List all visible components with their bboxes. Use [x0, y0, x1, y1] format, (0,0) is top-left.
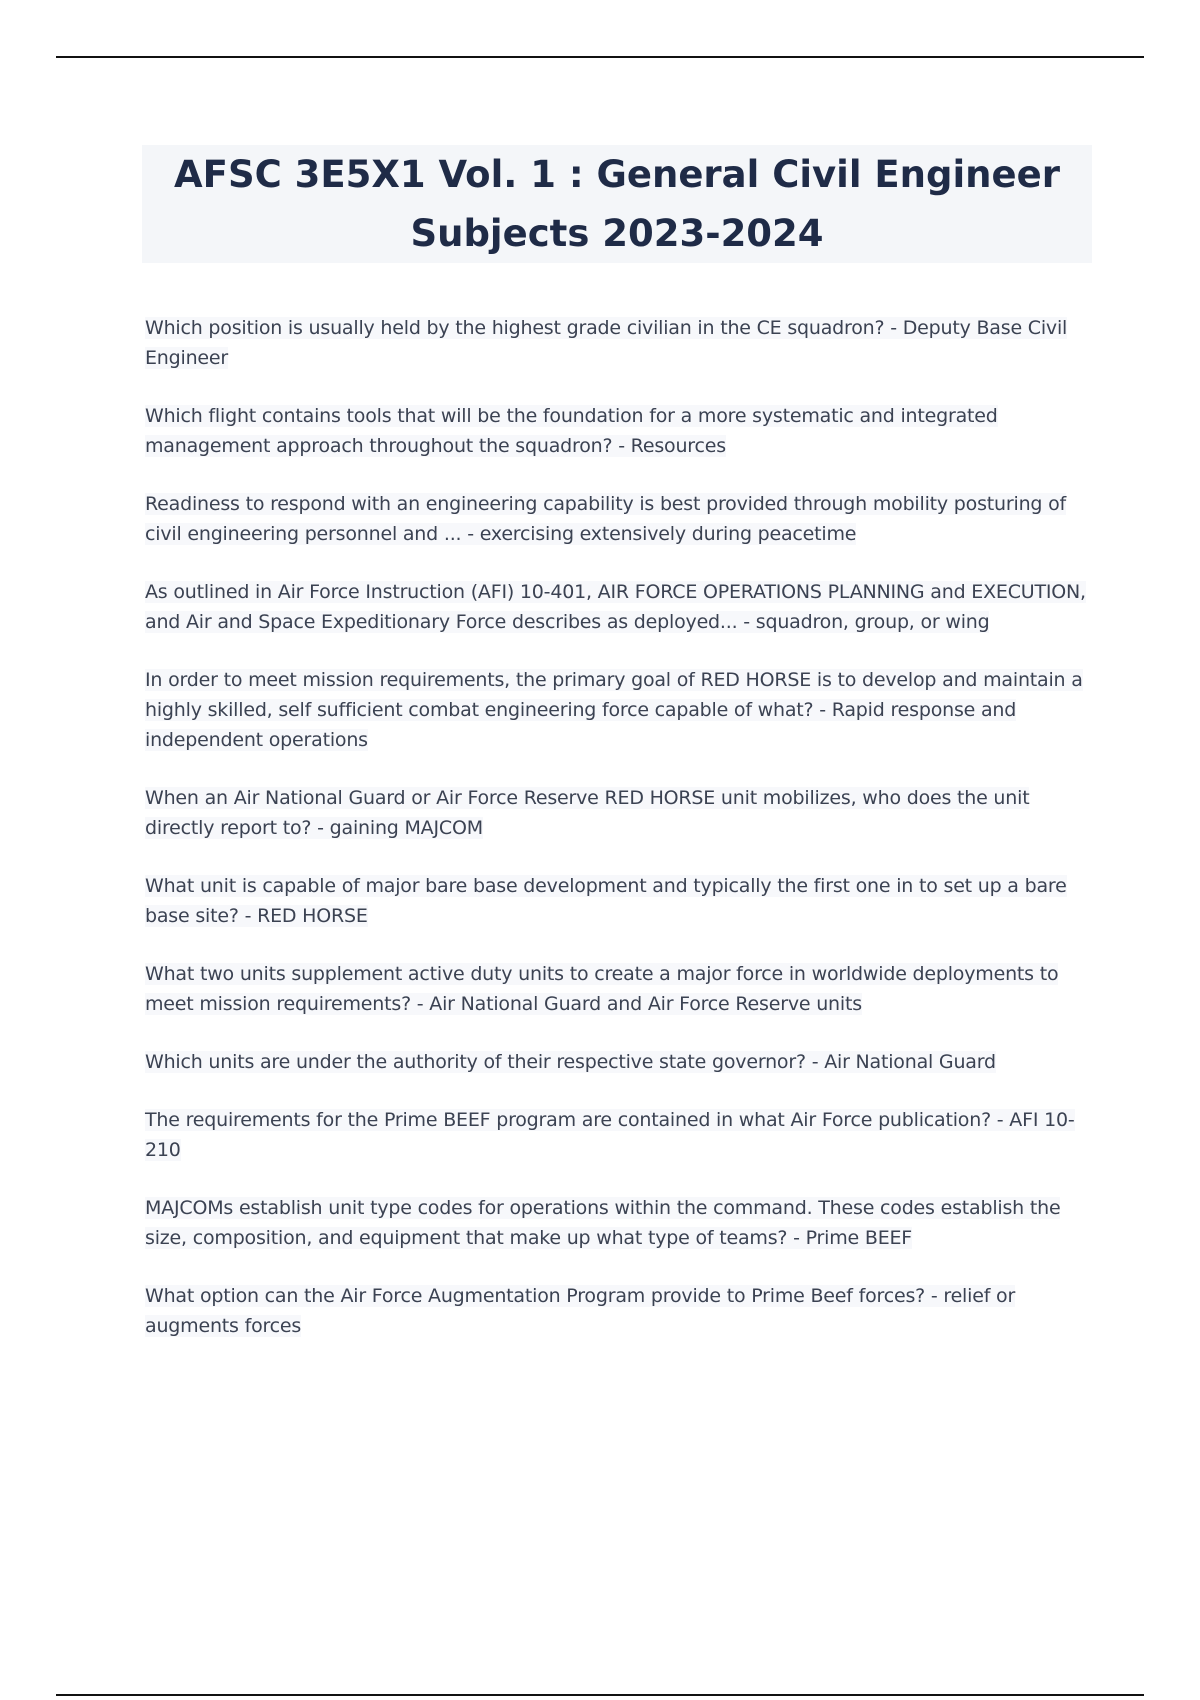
- qa-item: [145, 1047, 1091, 1077]
- title-banner: [142, 145, 1092, 263]
- qa-item: [145, 1105, 1091, 1165]
- qa-text: Readiness to respond with an engineering capability is best provided through mobility posturing of civil engineering personnel and ... - exercising extensively during peacetime: [145, 493, 1067, 545]
- qa-text: Which position is usually held by the highest grade civilian in the CE squadron? - Deputy Base Civil Engineer: [145, 317, 1068, 369]
- qa-item: [145, 489, 1091, 549]
- question-answer-list: [145, 313, 1091, 1369]
- qa-item: [145, 665, 1091, 755]
- qa-item: [145, 313, 1091, 373]
- qa-text: As outlined in Air Force Instruction (AFI) 10-401, AIR FORCE OPERATIONS PLANNING and EXECUTION, and Air and Space Expeditionary Force describes as deployed... - squadron, group, or wing: [145, 581, 1086, 633]
- qa-text: Which units are under the authority of their respective state governor? - Air National Guard: [145, 1051, 996, 1073]
- qa-text: What option can the Air Force Augmentation Program provide to Prime Beef forces? - relief or augments forces: [145, 1285, 1016, 1337]
- qa-item: [145, 1281, 1091, 1341]
- bottom-divider: [56, 1694, 1144, 1696]
- qa-item: [145, 401, 1091, 461]
- qa-item: [145, 783, 1091, 843]
- qa-text: When an Air National Guard or Air Force Reserve RED HORSE unit mobilizes, who does the unit directly report to? - gaining MAJCOM: [145, 787, 1030, 839]
- qa-text: In order to meet mission requirements, the primary goal of RED HORSE is to develop and maintain a highly skilled, self sufficient combat engineering force capable of what? - Rapid response and independent operations: [145, 669, 1083, 751]
- qa-text: What two units supplement active duty units to create a major force in worldwide deployments to meet mission requirements? - Air National Guard and Air Force Reserve units: [145, 963, 1059, 1015]
- qa-text: MAJCOMs establish unit type codes for operations within the command. These codes establish the size, composition, and equipment that make up what type of teams? - Prime BEEF: [145, 1197, 1061, 1249]
- qa-item: [145, 1193, 1091, 1253]
- qa-item: [145, 959, 1091, 1019]
- qa-text: What unit is capable of major bare base development and typically the first one in to set up a bare base site? - RED HORSE: [145, 875, 1067, 927]
- qa-item: [145, 871, 1091, 931]
- qa-text: Which flight contains tools that will be the foundation for a more systematic and integrated management approach throughout the squadron? - Resources: [145, 405, 998, 457]
- qa-text: The requirements for the Prime BEEF program are contained in what Air Force publication? - AFI 10-210: [145, 1109, 1075, 1161]
- document-title: AFSC 3E5X1 Vol. 1 : General Civil Engineer Subjects 2023-2024: [174, 153, 1060, 255]
- qa-item: [145, 577, 1091, 637]
- top-divider: [56, 56, 1144, 58]
